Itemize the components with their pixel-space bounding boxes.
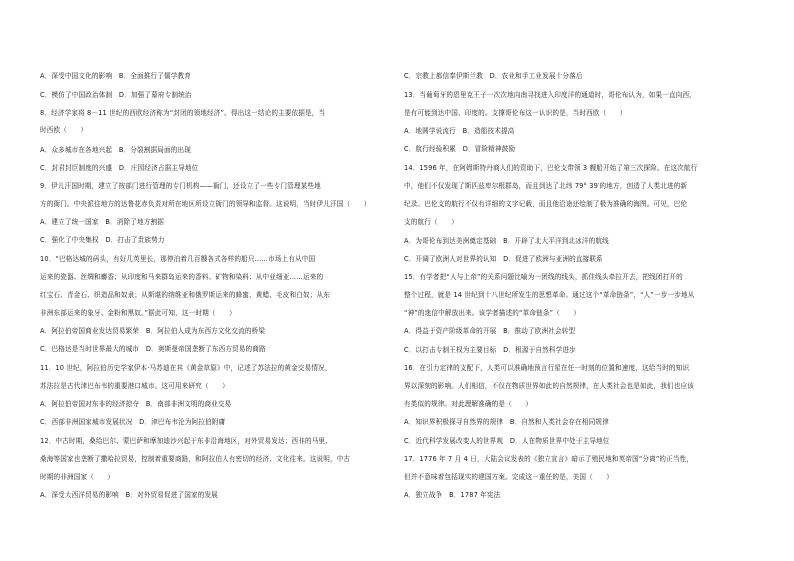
q9-options-ab: A．建立了统一国家 B．消除了地方割据 [40,218,164,226]
q14-options-ab: A．为哥伦布到达美洲奠定基础 B．开辟了北大平洋到北冰洋的航线 [404,237,609,245]
q13-stem-line-1: 13．当葡萄牙的恩里克王子一次次地向南寻找进入印度洋的通道时，哥伦布认为，如果一直向西， [404,91,696,99]
q15-stem-line-3: “神”的迷信中解放出来。该学者描述的“革命链条”（ ） [404,309,581,317]
q12-stem-line-3: 时期的非洲国家（ ） [40,473,115,481]
q17-options-ab: A．独立战争 B．1787 年宪法 [404,491,501,499]
q16-options-cd: C．近代科学发展改变人的世界观 D．人在物质世界中处于主导地位 [404,437,610,445]
q14-stem-line-3: 纪录。巴伦支的航行不仅有详细的文字记载，而且他沿途还绘制了极为准确的海图。可见，巴伦 [404,200,688,208]
q9-options-cd: C．强化了中央集权 D．打击了贵族势力 [40,236,165,244]
q11-stem-line-2: 苏法拉是古代津巴布韦的重要港口城市。这可用来研究（ ） [40,382,229,390]
q7-options-cd: C．模仿了中国政治体制 D．加强了幕府专制统治 [40,91,192,99]
q13-options-ab: A．地圆学说流行 B．造船技术提高 [404,127,515,135]
q8-options-cd: C．封君封臣制度的兴盛 D．庄园经济占据主导地位 [40,164,199,172]
q12-options-cd: C．宗教上都信奉伊斯兰教 D．农业和手工业发展十分落后 [404,72,583,80]
q12-options-ab: A．深受大西洋贸易的影响 B．对外贸易促进了国家的发展 [40,491,218,499]
q14-options-cd: C．开阔了欧洲人对世界的认知 D．促进了欧洲与亚洲的直接联系 [404,255,603,263]
q11-stem-line-1: 11．10 世纪，阿拉伯历史学家伊本·马苏迪在其《黄金草原》中，记述了苏法拉的黄金交易情况， [40,364,332,372]
q15-stem-line-1: 15．有学者把“人与上帝”的关系问题比喻为一团线的线头，抓住线头牵拉开去，把线团打开的 [404,273,683,281]
q12-stem-line-2: 桑海等国家也垄断了撒哈拉贸易，控制着重要商路，和阿拉伯人有密切的经济、文化往来。这说明，中古 [40,455,351,463]
q12-stem-line-1: 12．中古时期，桑给巴尔、蒙巴萨和摩加迪沙兴起于东非沿海地区，对外贸易发达；西非的马里、 [40,437,332,445]
q10-stem-line-2: 运来的瓷器、丝绸和麝香；从印度和马来群岛运来的香料、矿物和染料；从中亚细亚……运来的 [40,273,324,281]
q16-stem-line-1: 16．在引力定律的支配下，人类可以准确地预言行星在任一时刻的位置和速度，这给当时的知识 [404,364,690,372]
q10-options-ab: A．阿拉伯帝国商业发达贸易繁荣 B．阿拉伯人成为东西方文化交流的桥梁 [40,327,266,335]
q16-stem-line-3: 有类似的规律。对此理解准确的是（ ） [404,400,533,408]
q15-options-ab: A．得益于资产阶级革命的开展 B．推动了欧洲社会转型 [404,327,576,335]
q17-stem-line-2: 但并不意味着包括现实的建国方案。完成这一重任的是，美国（ ） [404,473,614,481]
q7-options-ab: A．深受中国文化的影响 B．全面推行了儒学教育 [40,72,191,80]
q13-stem-line-2: 是有可能到达中国、印度的。支撑哥伦布这一认识的是，当时西欧（ ） [404,109,627,117]
q10-stem-line-1: 10．“巴格达城的码头，有好几英里长，那停泊着几百艘各式各样的船只……市场上有从中国 [40,255,316,263]
q8-stem-line-1: 8．经济学家将 8－11 世纪的西欧经济称为“封闭的领地经济”。得出这一结论的主要依据是，当 [40,109,326,117]
q8-options-ab: A．众多城市在各地兴起 B．分裂割据局面的出现 [40,146,191,154]
q15-stem-line-2: 整个过程，就是 14 世纪到十八世纪所发生的思想革命。通过这个“革命链条”，“人”一步一步地从 [404,291,695,299]
q16-options-ab: A．知识界积极探寻自然界的规律 B．自然和人类社会存在相同规律 [404,418,609,426]
q9-stem-line-2: 方的衙门。中央派往地方的达鲁花赤负责对所在地区所设立衙门的领导和监督。这说明，当时伊儿汗国（ ） [40,200,371,208]
q11-options-cd: C．西部非洲国家城市发展状况 D．津巴布韦沦为阿拉伯附庸 [40,418,226,426]
q14-stem-line-2: 中，他们不仅发现了斯匹兹卑尔根群岛，而且到达了北纬 79° 39′的地方，创造了人类北进的新 [404,182,688,190]
q14-stem-line-1: 14．1596 年，在阿姆斯特丹商人们的资助下，巴伦支带领 3 艘船开始了第三次探险。在这次航行 [404,164,698,172]
q11-options-ab: A．阿拉伯帝国对东非的经济掠夺 B．南部非洲文明的商业交易 [40,400,232,408]
q14-stem-line-4: 支的航行（ ） [404,218,458,226]
q13-options-cd: C．航行经验积累 D．冒险精神鼓励 [404,145,516,153]
q17-stem-line-1: 17．1776 年 7 月 4 日，大陆会议发表的《独立宣言》暗示了殖民地和英帝国“分离”的正当性， [404,455,694,463]
q9-stem-line-1: 9．伊儿汗国时期，建立了按部门进行管理的专门机构——衙门，还设立了一些专门管理某些地 [40,182,321,190]
q10-stem-line-3: 红宝石、青金石、织造品和奴隶；从斯堪的纳维亚和俄罗斯运来的蜂蜜、黄蜡、毛皮和白奴；从东 [40,291,330,299]
q15-options-cd: C．以打击专制王权为主要目标 D．根源于自然科学进步 [404,346,576,354]
q10-options-cd: C．巴格达是当时世界最大的城市 D．奥斯曼帝国垄断了东西方贸易的商路 [40,345,266,353]
q16-stem-line-2: 界以深刻的影响。人们相信，不仅在物质世界如此的自然规律，在人类社会也是如此，我们也应该 [404,382,694,390]
q10-stem-line-4: 非洲东部运来的象牙、金粉和黑奴。”据此可知，这一时期（ ） [40,309,236,317]
q8-stem-line-2: 时西欧（ ） [40,126,88,134]
